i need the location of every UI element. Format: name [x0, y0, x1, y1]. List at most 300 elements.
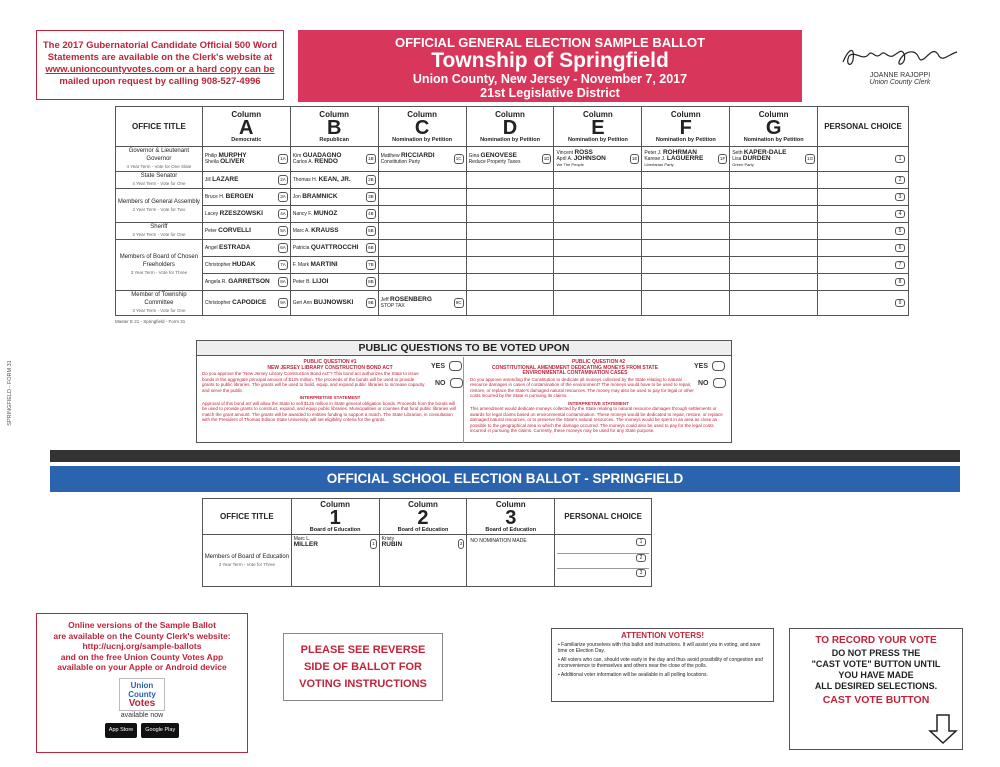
last-name: BERGEN — [225, 193, 254, 200]
app-logo — [119, 678, 165, 711]
column-letter: D — [502, 117, 518, 139]
candidate-cell[interactable] — [378, 147, 466, 172]
office-cell — [116, 147, 203, 172]
empty-cell — [466, 223, 554, 240]
record-line: ALL DESIRED SELECTIONS. — [814, 681, 938, 691]
empty-cell — [466, 189, 554, 206]
personal-choice-header: PERSONAL CHOICE — [818, 107, 909, 147]
record-title: TO RECORD YOUR VOTE — [815, 635, 937, 646]
available-now: available now — [120, 711, 164, 719]
pq1-no-oval[interactable] — [450, 378, 463, 388]
empty-cell — [466, 240, 554, 257]
empty-cell — [730, 257, 818, 274]
write-in-box[interactable]: 1 — [636, 538, 646, 546]
empty-cell — [378, 240, 466, 257]
online-line: and on the free Union County Votes App — [60, 651, 224, 662]
record-line: DO NOT PRESS THE — [831, 648, 921, 658]
empty-cell — [642, 223, 730, 240]
column-letter: G — [765, 117, 782, 139]
column-letter: B — [326, 117, 342, 139]
column-word: Column — [583, 110, 613, 119]
candidate-cell[interactable] — [202, 206, 290, 223]
empty-cell — [378, 274, 466, 291]
vote-position[interactable]: 4B — [366, 209, 376, 219]
ballot-row — [116, 206, 909, 223]
personal-choice-cell[interactable] — [818, 274, 909, 291]
last-name: BRAMNICK — [302, 193, 338, 200]
empty-cell — [730, 206, 818, 223]
pq1-yes-oval[interactable] — [449, 361, 462, 371]
vote-position[interactable]: 5B — [366, 226, 376, 236]
clerk-title: Union County Clerk — [869, 79, 931, 86]
personal-choice-cell[interactable] — [818, 172, 909, 189]
candidate-cell[interactable] — [290, 274, 378, 291]
pq1-yes[interactable] — [431, 361, 462, 371]
first-name: Jeff — [380, 297, 389, 303]
reverse-side-box — [283, 633, 443, 701]
last-name: RUBIN — [381, 541, 403, 548]
candidate-cell[interactable] — [202, 274, 290, 291]
vote-position[interactable]: 9C — [454, 298, 464, 308]
last-name: QUATTROCCHI — [310, 244, 359, 251]
office-title: Members of General Assembly — [117, 198, 200, 205]
ballot-header — [298, 30, 802, 102]
office-title: Sheriff — [150, 224, 168, 230]
empty-cell — [554, 172, 642, 189]
office-title: Governor & Lieutenant Governor — [128, 148, 190, 162]
second-line: Carlos A. — [292, 159, 314, 165]
candidate-cell[interactable] — [202, 291, 290, 316]
office-cell — [116, 240, 203, 291]
last-name: GARRETSON — [228, 278, 270, 285]
vote-position[interactable]: 9A — [278, 298, 288, 308]
empty-cell — [642, 206, 730, 223]
party-slogan: We The People — [556, 162, 584, 167]
first-name: Peter — [204, 228, 217, 234]
signature-icon — [835, 40, 965, 72]
attention-item: ▪ Familiarize yourselves with this ballot and instructions. It will assist you in voting, and save time on Election Day. — [558, 642, 761, 654]
office-sub: 2 Year Term - Vote for Two — [132, 206, 186, 212]
last-name: MARTINI — [310, 261, 338, 268]
header-township: Township of Springfield — [431, 49, 669, 72]
candidate-cell[interactable] — [290, 172, 378, 189]
vote-position[interactable]: 3B — [366, 192, 376, 202]
column-sub: Democratic — [231, 137, 262, 143]
last-name: ROSS — [574, 149, 593, 156]
vote-position[interactable]: 8A — [278, 277, 288, 287]
empty-cell — [466, 257, 554, 274]
column-word: Column — [408, 500, 438, 509]
side-label: SPRINGFIELD - FORM 31 — [7, 360, 13, 426]
cast-vote-label: CAST VOTE BUTTON — [822, 694, 930, 706]
vote-position[interactable]: 2B — [366, 175, 376, 185]
school-ballot-table — [202, 498, 652, 587]
vote-position[interactable]: 7A — [278, 260, 288, 270]
ballot-row — [116, 257, 909, 274]
second-line: Karese J. — [644, 156, 666, 162]
column-number: 2 — [417, 507, 429, 529]
write-in-box[interactable]: 3 — [636, 569, 646, 577]
school-personal-choice-header: PERSONAL CHOICE — [555, 499, 652, 535]
empty-cell — [378, 257, 466, 274]
first-name: Patricia — [292, 245, 310, 251]
empty-cell — [730, 291, 818, 316]
online-line: Online versions of the Sample Ballot — [68, 620, 216, 630]
last-name: MUNOZ — [313, 210, 338, 217]
school-column-1-header — [291, 499, 379, 535]
candidate-cell[interactable] — [202, 147, 290, 172]
logo-votes: Votes — [128, 697, 156, 709]
reverse-line: SIDE OF BALLOT FOR — [304, 661, 422, 673]
second-line: Lisa — [732, 156, 742, 162]
ballot-row — [116, 274, 909, 291]
attention-text: Additional voter information will be available in all polling locations. — [560, 672, 708, 678]
public-question-1 — [197, 357, 464, 443]
logo-county: County — [128, 689, 156, 699]
record-line: "CAST VOTE" BUTTON UNTIL — [811, 659, 941, 669]
office-sub: 3 Year Term - Vote for One — [132, 232, 186, 237]
school-candidate-1[interactable] — [291, 535, 379, 587]
vote-position[interactable]: 6B — [366, 243, 376, 253]
statements-notice — [36, 30, 284, 100]
personal-choice-cell[interactable] — [818, 240, 909, 257]
ballot-footnote: Master E 21 - Springfield - Form 31 — [115, 319, 186, 324]
no-label: NO — [698, 379, 709, 387]
ballot-row — [116, 223, 909, 240]
pq1-no[interactable] — [435, 378, 463, 388]
school-candidate-2[interactable] — [379, 535, 467, 587]
write-in-box[interactable]: 3 — [895, 193, 905, 201]
empty-cell — [466, 206, 554, 223]
last-name: LIJOI — [312, 278, 329, 285]
school-no-nomination: NO NOMINATION MADE — [467, 535, 555, 587]
vote-position[interactable]: 1A — [278, 154, 288, 164]
attention-text: Familiarize yourselves with this ballot and instructions. It will assist you in voting, and save time on Election Day. — [558, 642, 761, 654]
last-name: KRAUSS — [311, 227, 339, 234]
school-personal-choice[interactable] — [555, 535, 652, 587]
first-name: Seth — [732, 150, 743, 156]
empty-cell — [378, 172, 466, 189]
empty-cell — [554, 189, 642, 206]
second-name: RENDO — [314, 158, 338, 165]
personal-choice-cell[interactable] — [818, 223, 909, 240]
pq1-interp: INTERPRETIVE STATEMENT — [299, 395, 361, 400]
column-word: Column — [495, 500, 526, 509]
vote-position[interactable]: 9B — [366, 298, 376, 308]
first-name: Marc L. — [293, 536, 311, 542]
candidate-cell[interactable] — [202, 223, 290, 240]
first-name: Angel — [204, 245, 218, 251]
second-line: Constitution Party — [380, 159, 421, 165]
attention-title: ATTENTION VOTERS! — [621, 631, 704, 640]
second-line: STOP TAX — [380, 303, 405, 309]
column-e-header — [554, 107, 642, 147]
attention-item: ▪ Additional voter information will be available in all polling locations. — [558, 672, 708, 678]
second-line: Reduce Property Taxes — [468, 159, 521, 165]
column-b-header — [290, 107, 378, 147]
write-in-box[interactable]: 2 — [636, 554, 646, 562]
last-name: GUADAGNO — [302, 152, 342, 159]
pq2-body: Do you approve amending the Constitution to dedicate all moneys collected by the State relating to natural resource damages in cases of contamination of the environment? The moneys would have to be used to repair, restore, or replace the State's damaged natural resources. The money may also be used to pay for legal or other costs incurred by the State in pursuing its claims. — [470, 376, 694, 398]
personal-choice-cell[interactable] — [818, 206, 909, 223]
pq2-no-oval[interactable] — [713, 378, 726, 388]
ballot-row — [116, 172, 909, 189]
school-office-sub: 3 Year Term - Vote for Three — [218, 561, 276, 567]
column-word: Column — [758, 110, 789, 119]
office-title: State Senator — [140, 173, 178, 179]
first-name: F. Mark — [292, 262, 310, 268]
candidate-cell[interactable] — [290, 291, 378, 316]
pq2-yes[interactable] — [694, 361, 725, 371]
general-ballot-table — [115, 106, 909, 316]
school-office-title-header: OFFICE TITLE — [203, 499, 292, 535]
candidate-cell[interactable] — [554, 147, 642, 172]
write-in-box[interactable]: 1 — [895, 155, 905, 163]
vote-position[interactable]: 1G — [805, 154, 815, 164]
first-name: Jon — [292, 194, 301, 200]
clerk-name: JOANNE RAJOPPI — [869, 72, 931, 79]
empty-cell — [378, 206, 466, 223]
notice-link[interactable]: www.unioncountyvotes.com or a hard copy can be — [45, 64, 275, 75]
personal-choice-cell[interactable] — [818, 291, 909, 316]
pq2-head2: CONSTITUTIONAL AMENDMENT DEDICATING MONEYS FROM STATE ENVIRONMENTAL CONTAMINATION CASES — [491, 364, 659, 376]
column-number: 1 — [329, 507, 341, 529]
ballot-row — [116, 291, 909, 316]
public-question-2 — [465, 357, 732, 443]
ballot-row — [116, 147, 909, 172]
notice-line: Statements are available on the Clerk's website at — [47, 52, 273, 63]
write-in-box[interactable]: 6 — [895, 244, 905, 252]
vote-position[interactable]: 6A — [278, 243, 288, 253]
record-vote-box — [789, 628, 963, 750]
first-name: Thomas H. — [292, 177, 318, 183]
header-district: 21st Legislative District — [480, 86, 620, 100]
second-line: Sheila — [204, 159, 219, 165]
empty-cell — [554, 223, 642, 240]
column-sub: Republican — [319, 137, 350, 143]
candidate-cell[interactable] — [202, 189, 290, 206]
school-office-title: Members of Board of Education — [204, 553, 290, 560]
office-sub: 4 Year Term - Vote for One — [132, 181, 186, 186]
candidate-cell[interactable] — [202, 172, 290, 189]
online-line: are available on the County Clerk's website: — [53, 630, 231, 641]
pq2-no[interactable] — [698, 378, 726, 388]
notice-line: mailed upon request by calling 908-527-4996 — [59, 76, 261, 87]
first-name: Bruce H. — [204, 194, 225, 200]
candidate-cell[interactable] — [290, 206, 378, 223]
empty-cell — [466, 291, 554, 316]
empty-cell — [554, 274, 642, 291]
column-c-header — [378, 107, 466, 147]
first-name: Vincent — [556, 150, 574, 156]
vote-position[interactable]: 1 — [370, 539, 377, 549]
empty-cell — [554, 206, 642, 223]
party-slogan: Green Party — [732, 162, 754, 167]
school-column-3-header — [467, 499, 555, 535]
online-versions-box — [36, 613, 248, 753]
office-title: Member of Township Committee — [131, 292, 187, 306]
ballot-row — [116, 189, 909, 206]
last-name: ROHRMAN — [662, 149, 697, 156]
column-sub: Nomination by Petition — [392, 137, 453, 143]
vote-position[interactable]: 5A — [278, 226, 288, 236]
attention-voters-box — [551, 628, 774, 702]
vote-position[interactable]: 1D — [542, 154, 552, 164]
vote-position[interactable]: 4A — [278, 209, 288, 219]
vote-position[interactable]: 7B — [366, 260, 376, 270]
column-sub: Nomination by Petition — [567, 137, 628, 143]
pq2-body2: This amendment would dedicate moneys collected by the State relating to natural resource damages through settlements or awards for legal claims based on environmental contamination. These moneys would be dedicated to repair, restore, or replace damaged natural resources, or to preserve the State's natural resources. The moneys would be spent in an area as close as possible to the geographical area in which the damage occurred. The moneys could also be used to pay for the legal costs incurred in pursuing the claims. Currently, these moneys may be used for any State purpose. — [470, 406, 723, 433]
candidate-cell[interactable] — [202, 257, 290, 274]
candidate-cell[interactable] — [290, 257, 378, 274]
empty-cell — [554, 291, 642, 316]
office-cell — [116, 189, 203, 223]
notice-line: The 2017 Gubernatorial Candidate Official 500 Word — [42, 40, 278, 51]
column-word: Column — [319, 110, 350, 119]
office-cell — [116, 291, 203, 316]
candidate-cell[interactable] — [466, 147, 554, 172]
empty-cell — [554, 240, 642, 257]
first-name: Philip — [204, 153, 218, 159]
last-name: KEAN, JR. — [318, 176, 351, 183]
school-column-2-header — [379, 499, 467, 535]
empty-cell — [730, 172, 818, 189]
column-word: Column — [407, 110, 437, 119]
public-questions — [196, 340, 732, 443]
vote-position[interactable]: 1B — [366, 154, 376, 164]
first-name: Christopher — [204, 262, 231, 268]
column-sub: Board of Education — [309, 527, 361, 533]
office-title: Members of Board of Chosen Freeholders — [119, 254, 199, 268]
school-office-cell — [203, 535, 292, 587]
first-name: Nancy F. — [292, 211, 313, 217]
empty-cell — [466, 172, 554, 189]
second-name: LAGUERRE — [666, 155, 704, 162]
office-cell — [116, 223, 203, 240]
empty-cell — [554, 257, 642, 274]
first-name: Kim — [292, 153, 302, 159]
second-name: DURDEN — [742, 155, 771, 162]
column-letter: C — [414, 117, 430, 139]
pq1-body: Do you approve the "New Jersey Library Construction Bond Act"? This bond act authorizes the State to issue bonds in the aggregate principal amount of $125 million. The proceeds of the bonds will be used to provide grants to public libraries. The grants will be used to build, equip, and expand public libraries to increase capacity and serve the public. — [202, 371, 425, 393]
column-sub: Nomination by Petition — [743, 137, 804, 143]
candidate-cell[interactable] — [202, 240, 290, 257]
empty-cell — [642, 274, 730, 291]
last-name: ESTRADA — [219, 244, 251, 251]
vote-position[interactable]: 3A — [278, 192, 288, 202]
empty-cell — [730, 274, 818, 291]
vote-position[interactable]: 2 — [458, 539, 465, 549]
personal-choice-cell[interactable] — [818, 189, 909, 206]
last-name: KAPER-DALE — [743, 149, 787, 156]
empty-cell — [642, 291, 730, 316]
pq2-yes-oval[interactable] — [712, 361, 725, 371]
google-play-badge[interactable]: Google Play — [141, 723, 179, 738]
candidate-cell[interactable] — [642, 147, 730, 172]
vote-position[interactable]: 2A — [278, 175, 288, 185]
last-name: ROSENBERG — [390, 296, 432, 303]
write-in-box[interactable]: 9 — [895, 299, 905, 307]
first-name: Christopher — [204, 300, 231, 306]
app-store-badge[interactable]: App Store — [105, 723, 137, 738]
candidate-cell[interactable] — [378, 291, 466, 316]
logo-union: Union — [130, 680, 154, 690]
no-label: NO — [435, 379, 446, 387]
yes-label: YES — [431, 362, 446, 370]
candidate-cell[interactable] — [290, 147, 378, 172]
write-in-box[interactable]: 7 — [895, 261, 905, 269]
candidate-cell[interactable] — [730, 147, 818, 172]
empty-cell — [730, 189, 818, 206]
column-sub: Board of Education — [397, 527, 449, 533]
vote-position[interactable]: 1E — [630, 154, 640, 164]
column-word: Column — [320, 500, 351, 509]
ballot-row — [116, 240, 909, 257]
pq1-body2: Approval of this bond act will allow the State to sell $125 million in State general obligation bonds. Proceeds from the bonds will be used to provide grants to construct, expand, and equip public libraries. Municipalities or counties that fund public libraries will match the grant amount. The grants will be awarded to entities funding to support a match. The State Librarian, in consultation with the President of Thomas Edison State University, will set eligibility criteria for the grants. — [202, 400, 456, 422]
first-name: Kristy — [381, 536, 395, 542]
vote-position[interactable]: 1C — [454, 154, 464, 164]
general-ballot — [115, 106, 909, 324]
attention-item: ▪ All voters who can, should vote early in the day and thus avoid possibility of congestion and inconvenience to themselves and others near the close of the polls. — [558, 657, 763, 669]
second-name: OLIVER — [220, 158, 245, 165]
candidate-cell[interactable] — [290, 189, 378, 206]
personal-choice-cell[interactable] — [818, 147, 909, 172]
column-d-header — [466, 107, 554, 147]
last-name: RICCIARDI — [400, 152, 435, 159]
write-in-box[interactable]: 8 — [895, 278, 905, 286]
office-sub: 4 Year Term - Vote for One Slate — [126, 164, 192, 169]
empty-cell — [378, 223, 466, 240]
write-in-box[interactable]: 5 — [895, 227, 905, 235]
write-in-box[interactable]: 4 — [895, 210, 905, 218]
column-f-header — [642, 107, 730, 147]
office-title-header: OFFICE TITLE — [116, 107, 203, 147]
record-line: YOU HAVE MADE — [838, 670, 914, 680]
party-slogan: Libertarian Party — [644, 162, 674, 167]
write-in-box[interactable]: 2 — [895, 176, 905, 184]
first-name: Lacey — [204, 211, 219, 217]
reverse-line: PLEASE SEE REVERSE — [300, 644, 426, 656]
empty-cell — [730, 240, 818, 257]
office-sub: 3 Year Term - Vote for Three — [130, 270, 188, 275]
candidate-cell[interactable] — [290, 223, 378, 240]
online-link[interactable]: http://ucnj.org/sample-ballots — [82, 641, 202, 651]
clerk-signature-block — [830, 40, 970, 86]
reverse-line: VOTING INSTRUCTIONS — [299, 678, 427, 690]
section-divider — [50, 450, 960, 462]
personal-choice-cell[interactable] — [818, 257, 909, 274]
pq1-head1: PUBLIC QUESTION #1 — [303, 359, 357, 365]
header-line1: OFFICIAL GENERAL ELECTION SAMPLE BALLOT — [394, 35, 706, 50]
last-name: CAPODICE — [232, 299, 267, 306]
column-word: Column — [231, 110, 262, 119]
down-arrow-icon — [928, 713, 958, 745]
column-g-header — [730, 107, 818, 147]
office-cell — [116, 172, 203, 189]
column-sub: Nomination by Petition — [480, 137, 540, 143]
first-name: Angela R. — [204, 279, 227, 285]
pq2-interp: INTERPRETIVE STATEMENT — [568, 400, 629, 406]
vote-position[interactable]: 1F — [718, 154, 727, 164]
candidate-cell[interactable] — [290, 240, 378, 257]
attention-text: All voters who can, should vote early in the day and thus avoid possibility of congestion and inconvenience to themselves and others near the close of the polls. — [558, 657, 763, 669]
pq2-head1: PUBLIC QUESTION #2 — [571, 359, 626, 365]
column-letter: A — [239, 117, 254, 139]
column-sub: Board of Education — [485, 527, 537, 533]
vote-position[interactable]: 8B — [366, 277, 376, 287]
last-name: HUDAK — [232, 261, 256, 268]
first-name: Peter B. — [292, 279, 311, 285]
